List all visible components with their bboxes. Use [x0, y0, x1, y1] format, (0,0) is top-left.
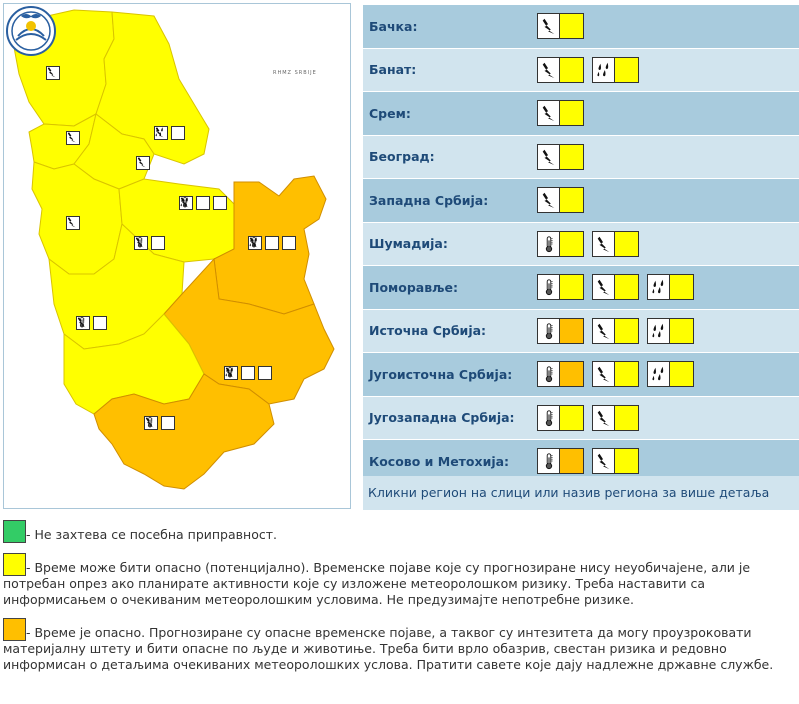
rain-icon — [282, 236, 296, 250]
legend-item-green — [3, 520, 799, 543]
warning-level-yellow — [670, 275, 693, 299]
map-icons-jugoistocna-srbija — [224, 366, 272, 380]
region-row[interactable] — [363, 223, 799, 267]
region-warnings — [537, 57, 639, 83]
region-name[interactable]: Косово и Метохија: — [369, 453, 510, 469]
lightning-icon — [151, 236, 165, 250]
region-name[interactable]: Бачка: — [369, 18, 418, 34]
region-name[interactable]: Југоисточна Србија: — [369, 366, 513, 382]
region-warnings — [537, 13, 584, 39]
warning-badge — [537, 318, 584, 344]
warning-badge — [537, 361, 584, 387]
map-icons-zapadna-srbija — [66, 216, 80, 230]
region-name[interactable]: Поморавље: — [369, 279, 459, 295]
warning-level-orange — [560, 362, 583, 386]
region-warnings — [537, 100, 584, 126]
warning-badge — [647, 274, 694, 300]
region-name[interactable]: Западна Србија: — [369, 192, 489, 208]
rain-icon — [648, 319, 670, 343]
lightning-icon — [593, 275, 615, 299]
region-warnings — [537, 274, 694, 300]
lightning-icon — [593, 406, 615, 430]
region-warnings — [537, 231, 639, 257]
legend-swatch-yellow — [3, 553, 26, 576]
map-icons-backa — [46, 66, 60, 80]
lightning-icon — [196, 196, 210, 210]
rain-icon — [593, 58, 615, 82]
warning-level-yellow — [560, 101, 583, 125]
warning-badge — [592, 274, 639, 300]
lightning-icon — [66, 131, 80, 145]
thermometer-icon — [538, 232, 560, 256]
warning-badge — [647, 318, 694, 344]
rain-icon — [213, 196, 227, 210]
region-row[interactable] — [363, 266, 799, 310]
warning-level-yellow — [615, 319, 638, 343]
warning-badge — [537, 57, 584, 83]
map-icons-jugozapadna-srbija — [76, 316, 107, 330]
warning-badge — [537, 274, 584, 300]
lightning-icon — [93, 316, 107, 330]
legend-item-orange — [3, 618, 799, 673]
warning-level-yellow — [615, 232, 638, 256]
region-warnings — [537, 405, 639, 431]
thermometer-icon — [538, 319, 560, 343]
lightning-icon — [538, 188, 560, 212]
rain-icon — [648, 362, 670, 386]
legend-swatch-orange — [3, 618, 26, 641]
rain-icon — [258, 366, 272, 380]
warning-map — [3, 3, 351, 509]
region-list — [363, 5, 799, 484]
warning-badge — [537, 13, 584, 39]
region-warnings — [537, 448, 639, 474]
region-row[interactable] — [363, 5, 799, 49]
region-warnings — [537, 144, 584, 170]
region-warnings — [537, 361, 694, 387]
lightning-icon — [593, 362, 615, 386]
map-icons-istocna-srbija — [248, 236, 296, 250]
warning-badge — [537, 187, 584, 213]
region-name[interactable]: Шумадија: — [369, 236, 448, 252]
region-name[interactable]: Срем: — [369, 105, 411, 121]
warning-level-yellow — [560, 58, 583, 82]
lightning-icon — [161, 416, 175, 430]
warning-badge — [592, 448, 639, 474]
logo-text: RHMZ SRBIJE — [273, 70, 317, 76]
legend-text-orange: - Време је опасно. Прогнозиране су опасне временске појаве, а таквог су интезитета да могу проузроковати материјалну штету и бити опасне по људе и животиње. Треба бити врло обазрив, свестан ризика и редовно информисан о детаљима очекиваних метеоролошких услова. Пратити савете које дају надлежне државне службе. — [3, 625, 774, 672]
warning-level-yellow — [615, 275, 638, 299]
warning-level-yellow — [560, 145, 583, 169]
warning-level-yellow — [560, 406, 583, 430]
warning-badge — [537, 144, 584, 170]
thermometer-icon — [538, 449, 560, 473]
warning-badge — [537, 100, 584, 126]
warning-level-yellow — [560, 232, 583, 256]
region-row[interactable] — [363, 353, 799, 397]
warning-badge — [537, 448, 584, 474]
warning-badge — [592, 231, 639, 257]
warning-level-orange — [560, 319, 583, 343]
warning-level-yellow — [615, 449, 638, 473]
thermometer-icon — [538, 275, 560, 299]
rain-icon — [648, 275, 670, 299]
map-icons-banat — [154, 126, 185, 140]
thermometer-icon — [538, 406, 560, 430]
warning-level-yellow — [670, 362, 693, 386]
lightning-icon — [593, 319, 615, 343]
region-row[interactable] — [363, 179, 799, 223]
lightning-icon — [538, 145, 560, 169]
region-name[interactable]: Југозападна Србија: — [369, 410, 515, 426]
lightning-icon — [241, 366, 255, 380]
map-icons-beograd — [136, 156, 150, 170]
region-name[interactable]: Банат: — [369, 62, 417, 78]
hint-text: Кликни регион на слици или назив региона за више детаља — [363, 476, 799, 510]
legend-swatch-green — [3, 520, 26, 543]
lightning-icon — [538, 14, 560, 38]
warning-level-yellow — [615, 406, 638, 430]
warning-badge — [592, 57, 639, 83]
map-icons-sumadija — [179, 196, 227, 210]
region-row[interactable] — [363, 92, 799, 136]
warning-level-yellow — [560, 188, 583, 212]
warning-level-orange — [560, 449, 583, 473]
warning-badge — [537, 405, 584, 431]
region-warnings — [537, 187, 584, 213]
lightning-icon — [66, 216, 80, 230]
warning-level-yellow — [670, 319, 693, 343]
legend-text-yellow: - Време може бити опасно (потенцијално). Временске појаве које су прогнозиране нису неуобичајене, али је потребан опрез ако планирате активности које су изложене метеоролошком ризику. Треба наставити са информисањем о очекиваним метеоролошким условима. Не предузимајте непотребне ризике. — [3, 560, 751, 607]
region-row[interactable] — [363, 49, 799, 93]
rain-icon — [171, 126, 185, 140]
region-row[interactable] — [363, 397, 799, 441]
lightning-icon — [538, 58, 560, 82]
region-row[interactable] — [363, 310, 799, 354]
warning-badge — [592, 361, 639, 387]
map-icons-pomoravlje — [134, 236, 165, 250]
legend-text-green: - Не захтева се посебна приправност. — [26, 527, 277, 542]
region-warnings — [537, 318, 694, 344]
warning-level-yellow — [615, 362, 638, 386]
warning-level-yellow — [560, 275, 583, 299]
lightning-icon — [265, 236, 279, 250]
lightning-icon — [136, 156, 150, 170]
warning-badge — [537, 231, 584, 257]
warning-badge — [592, 318, 639, 344]
region-name[interactable]: Београд: — [369, 149, 435, 165]
warning-badge — [647, 361, 694, 387]
lightning-icon — [46, 66, 60, 80]
region-row[interactable] — [363, 136, 799, 180]
thermometer-icon — [538, 362, 560, 386]
legend — [3, 520, 799, 683]
warning-badge — [592, 405, 639, 431]
map-icons-srem — [66, 131, 80, 145]
lightning-icon — [593, 232, 615, 256]
lightning-icon — [538, 101, 560, 125]
legend-item-yellow — [3, 553, 799, 608]
lightning-icon — [593, 449, 615, 473]
map-icons-kosovo-i-metohija — [144, 416, 175, 430]
region-name[interactable]: Источна Србија: — [369, 323, 487, 339]
rhmz-logo — [4, 4, 58, 58]
warning-level-yellow — [615, 58, 638, 82]
warning-level-yellow — [560, 14, 583, 38]
